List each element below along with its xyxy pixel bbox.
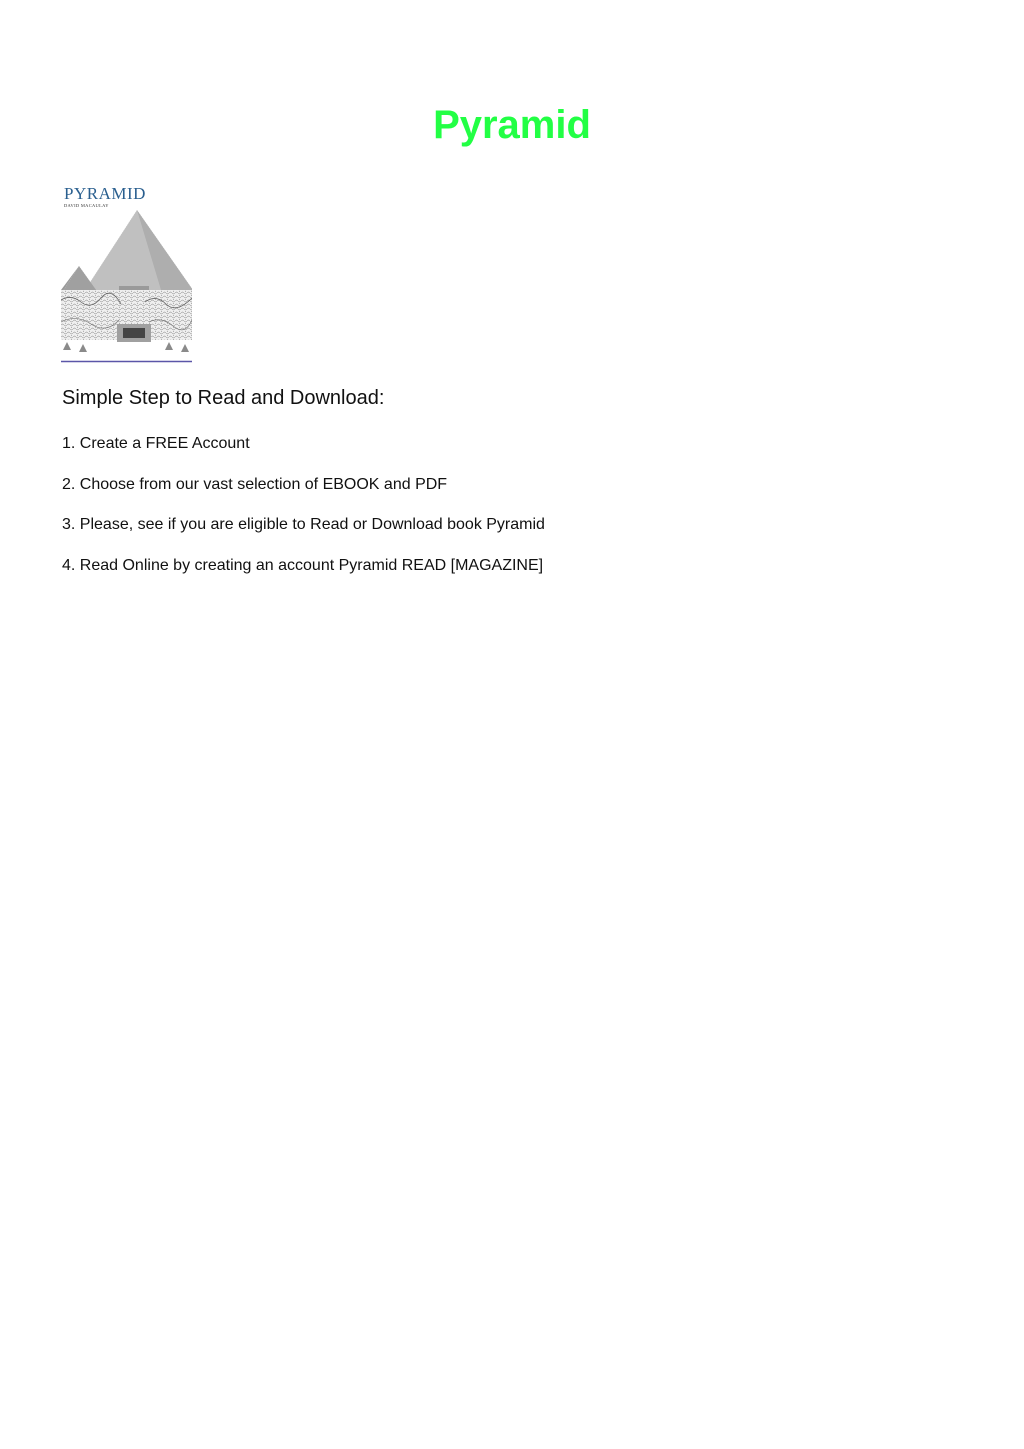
step-item: 3. Please, see if you are eligible to Read or Download book Pyramid (62, 516, 545, 533)
step-item: 2. Choose from our vast selection of EBOOK and PDF (62, 475, 448, 493)
step-item: 4. Read Online by creating an account Pyramid READ [MAGAZINE] (62, 556, 544, 574)
pyramid-illustration-icon (61, 182, 192, 364)
cover-title: PYRAMID (64, 184, 146, 203)
steps-heading: Simple Step to Read and Download: (62, 387, 385, 409)
cover-author: DAVID MACAULAY (64, 203, 109, 208)
steps-list (62, 432, 545, 594)
page-title: Pyramid (433, 103, 591, 147)
step-item: 1. Create a FREE Account (62, 435, 250, 452)
book-cover[interactable] (61, 182, 192, 364)
